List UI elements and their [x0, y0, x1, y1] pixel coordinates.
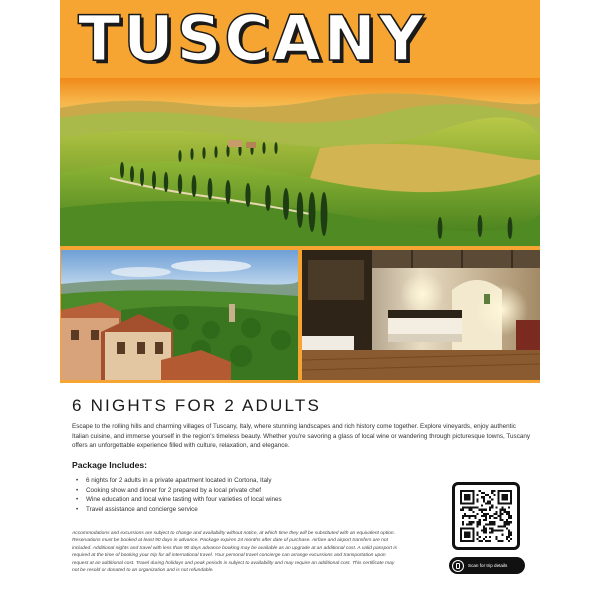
flyer [60, 0, 540, 600]
list-item-text: 6 nights for 2 adults in a private apartment located in Cortona, Italy [86, 477, 272, 484]
package-heading: Package Includes: [72, 460, 147, 470]
package-list [72, 476, 432, 514]
phone-icon [452, 560, 464, 572]
scan-label: Scan for trip details [468, 563, 508, 568]
village-photo [61, 250, 298, 380]
list-item: • Travel assistance and concierge service [76, 505, 198, 513]
list-item: • Cooking show and dinner for 2 prepared by a local private chef [76, 486, 262, 494]
list-item-text: Cooking show and dinner for 2 prepared by a local private chef [86, 486, 262, 494]
list-item: • 6 nights for 2 adults in a private apartment located in Cortona, Italy [76, 477, 272, 484]
offer-intro: Escape to the rolling hills and charming villages of Tuscany, Italy, where stunning landscapes and rich history come together. Explore vineyards, enjoy authentic Italian cuisine, and immerse yourself in the region's timeless beauty. Whether you're savoring a glass of local wine or wandering through picturesque towns, Tuscany offers an unforgettable experience filled with culture, relaxation, and elegance. [72, 423, 530, 450]
header-band [60, 0, 540, 78]
page-title: TUSCANY [78, 2, 427, 75]
tuscany-hills-photo [60, 78, 540, 246]
offer-subtitle: 6 NIGHTS FOR 2 ADULTS [72, 396, 321, 415]
list-item-text: Travel assistance and concierge service [86, 505, 198, 513]
disclaimer-text: Accommodations and excursions are subject to change and availability without notice, at which time they will be substituted with an equivalent option. Reservations must be booked at least 90 days in advance. Package expires 24 months after date of purchase. Airfare and airport transfers are not included. Additional nights and travel with less than 90 days advance booking may be available as an upgrade at an additional cost. A valid passport is required at the time of booking your trip for all international travel. Your personal travel concierge can arrange excursions and transportation upon request at an additional cost. Travel during holidays and peak periods is subject to availability and may require an additional cost. This certificate may not be resold or donated to an organization and is not refundable. [72, 531, 397, 574]
scan-button[interactable] [449, 557, 525, 574]
bedroom-photo [302, 250, 540, 380]
qr-code-graphic [460, 490, 512, 542]
list-item: • Wine education and local wine tasting with four varieties of local wines [76, 496, 282, 504]
list-item-text: Wine education and local wine tasting with four varieties of local wines [86, 496, 282, 504]
qr-code[interactable] [452, 482, 520, 550]
